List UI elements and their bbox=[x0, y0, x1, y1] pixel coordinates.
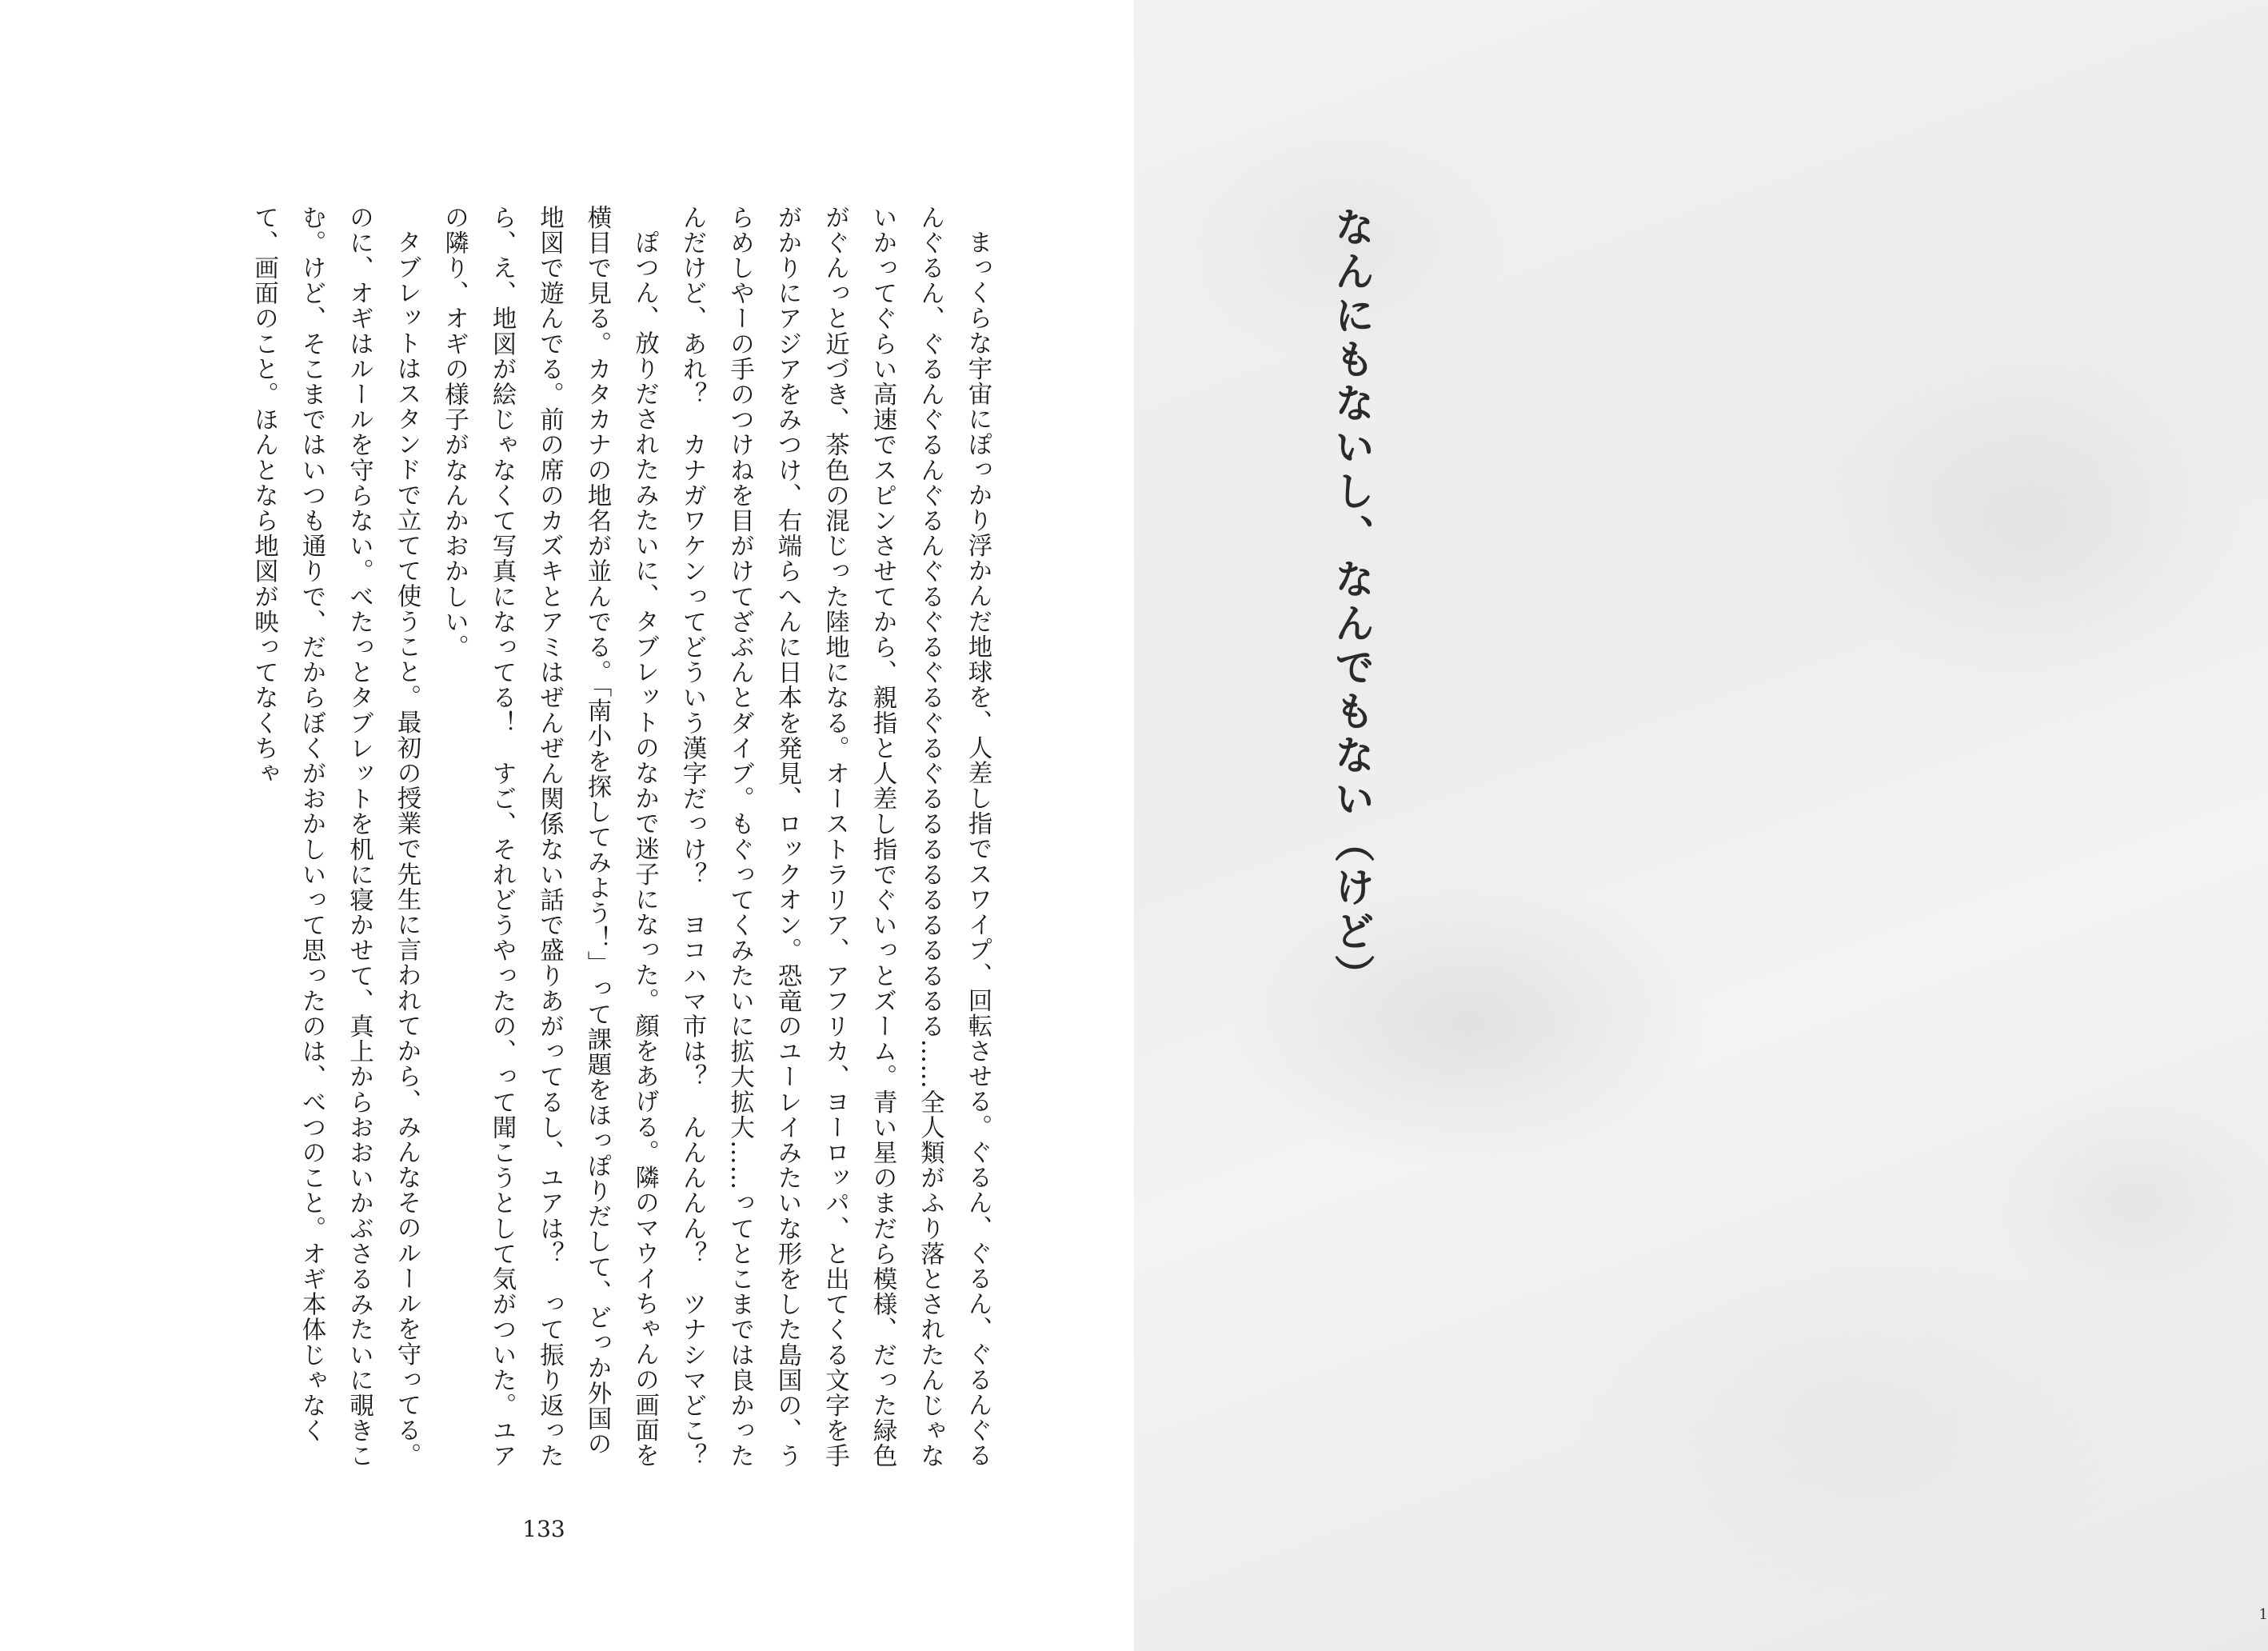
right-page bbox=[1134, 0, 2268, 1651]
chapter-title: なんにもないし、なんでもない（けど） bbox=[1328, 206, 1376, 998]
edge-page-number: 1 bbox=[2258, 1606, 2268, 1623]
paragraph-3: タブレットはスタンドで立てて使うこと。最初の授業で先生に言われてから、みんなそのルールを守ってる。のに、オギはルールを守らない。べたっとタブレットを机に寝かせて、真上からおおいかぶさるみたいに覗きこむ。けど、そこまではいつも通りで、だからぼくがおかしいって思ったのは、べつのこと。オギ本体じゃなくて、画面のこと。ほんとなら地図が映ってなくちゃ bbox=[250, 205, 421, 1469]
body-text bbox=[240, 205, 1001, 1477]
paragraph-1: まっくらな宇宙にぽっかり浮かんだ地球を、人差し指でスワイプ、回転させる。ぐるん、ぐるん、ぐるんぐるんぐるん、ぐるんぐるんぐるんぐるぐるぐるぐるぐるるるるるるるるるる……全人類がふり落とされたんじゃないかってぐらい高速でスピンさせてから、親指と人差し指でぐいっとズーム。青い星のまだら模様、だった緑色がぐんっと近づき、茶色の混じった陸地になる。オーストラリア、アフリカ、ヨーロッパ、と出てくる文字を手がかりにアジアをみつけ、右端らへんに日本を発見、ロックオン。恐竜のユーレイみたいな形をした島国の、うらめしやーの手のつけねを目がけてざぶんとダイブ。もぐってくみたいに拡大拡大……ってとこまでは良かったんだけど、あれ？ カナガワケンってどういう漢字だっけ？ ヨコハマ市は？ んんんんん？ ツナシマどこ？ bbox=[678, 205, 992, 1469]
paragraph-2: ぽつん、放りだされたみたいに、タブレットのなかで迷子になった。顔をあげる。隣のマウイちゃんの画面を横目で見る。カタカナの地名が並んでる。「南小を探してみよう！」って課題をほっぽりだして、どっか外国の地図で遊んでる。前の席のカズキとアミはぜんぜん関係ない話で盛りあがってるし、ユアは？ って振り返ったら、え、地図が絵じゃなくて写真になってる！ すご、それどうやったの、って聞こうとして気がついた。ユアの隣り、オギの様子がなんかおかしい。 bbox=[440, 205, 659, 1469]
page-number: 133 bbox=[522, 1516, 565, 1542]
